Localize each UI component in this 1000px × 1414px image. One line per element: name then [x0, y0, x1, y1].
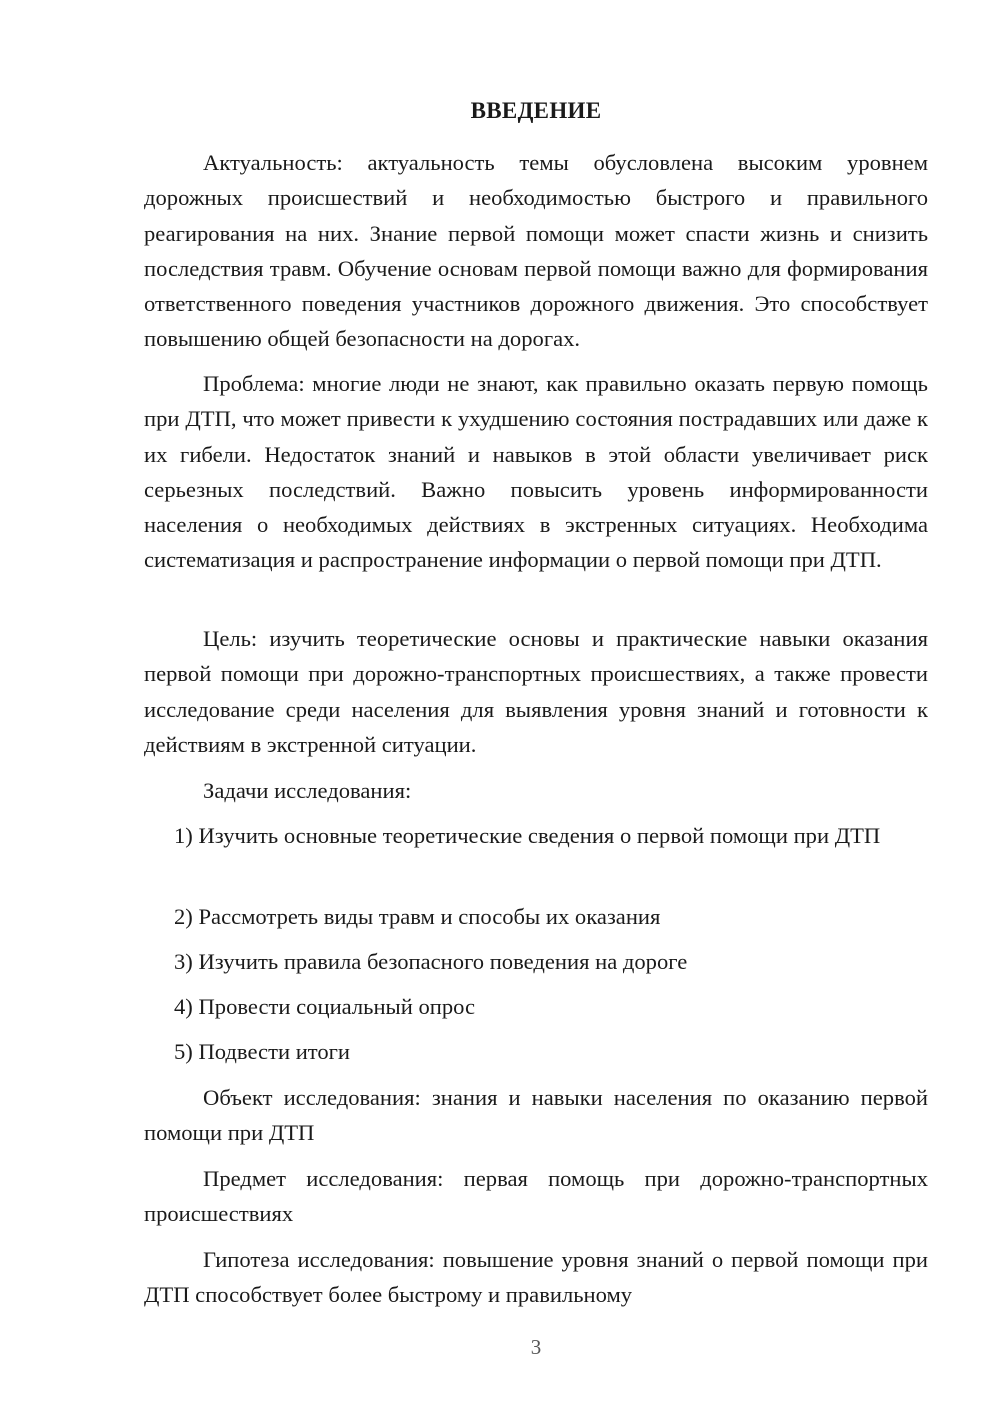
- section-heading: ВВЕДЕНИЕ: [470, 98, 602, 123]
- task-item-2: 2) Рассмотреть виды травм и способы их оказания: [174, 904, 661, 929]
- paragraph-tasks-intro: Задачи исследования:: [203, 778, 412, 803]
- paragraph-object: Объект исследования: знания и навыки населения по оказанию первой помощи при ДТП: [144, 1085, 928, 1146]
- paragraph-relevance: Актуальность: актуальность темы обусловлена высоким уровнем дорожных происшествий и необходимостью быстрого и правильного реагирования на них. Знание первой помощи может спасти жизнь и снизить последствия травм. Обучение основам первой помощи важно для формирования ответственного поведения участников дорожного движения. Это способствует повышению общей безопасности на дорогах.: [144, 150, 928, 352]
- paragraph-subject: Предмет исследования: первая помощь при дорожно-транспортных происшествиях: [144, 1166, 928, 1227]
- task-item-4: 4) Провести социальный опрос: [174, 994, 476, 1019]
- task-item-3: 3) Изучить правила безопасного поведения на дороге: [174, 949, 688, 974]
- task-item-5: 5) Подвести итоги: [174, 1039, 351, 1064]
- page-number: 3: [530, 1335, 542, 1359]
- task-item-1: 1) Изучить основные теоретические сведения о первой помощи при ДТП: [174, 823, 881, 848]
- paragraph-goal: Цель: изучить теоретические основы и практические навыки оказания первой помощи при дорожно-транспортных происшествиях, а также провести исследование среди населения для выявления уровня знаний и готовности к действиям в экстренной ситуации.: [144, 626, 928, 757]
- paragraph-problem: Проблема: многие люди не знают, как правильно оказать первую помощь при ДТП, что может привести к ухудшению состояния пострадавших или даже к их гибели. Недостаток знаний и навыков в этой области увеличивает риск серьезных последствий. Важно повысить уровень информированности населения о необходимых действиях в экстренных ситуациях. Необходима систематизация и распространение информации о первой помощи при ДТП.: [144, 371, 928, 573]
- paragraph-hypothesis: Гипотеза исследования: повышение уровня знаний о первой помощи при ДТП способствует более быстрому и правильному: [144, 1247, 928, 1308]
